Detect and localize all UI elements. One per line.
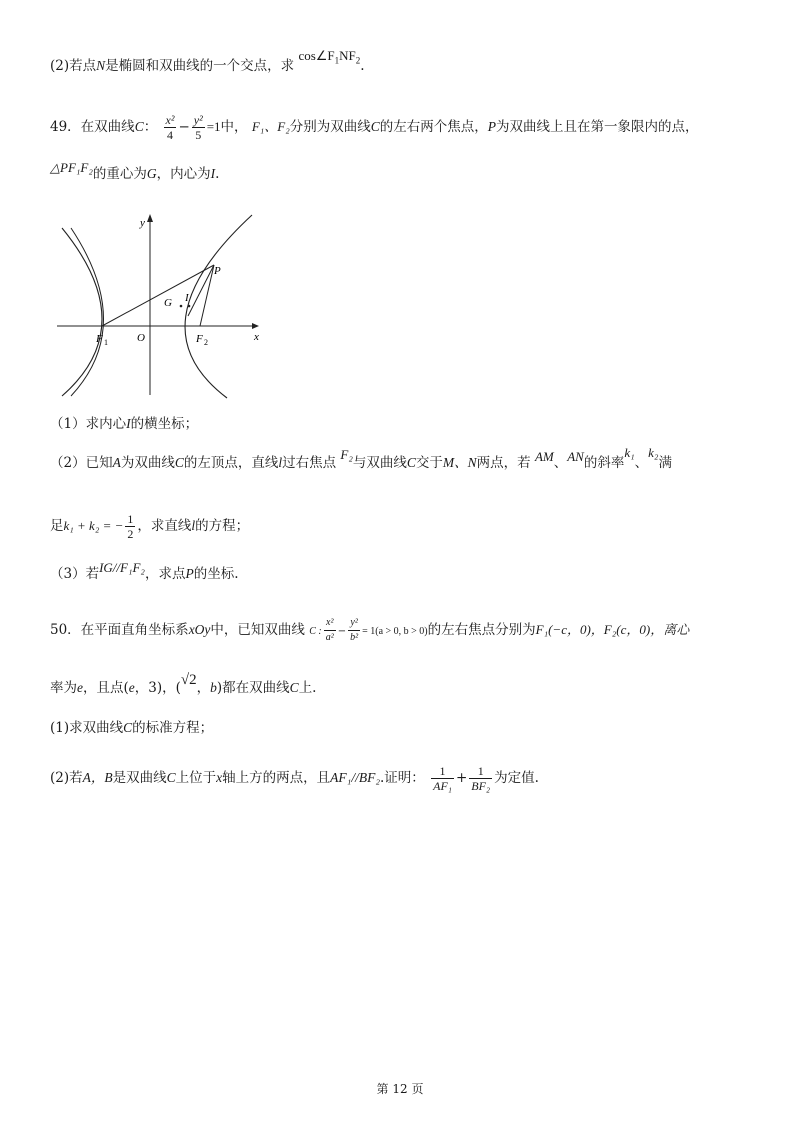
label-f1: F (96, 333, 103, 345)
label-p: P (214, 265, 221, 277)
k-sum: k₁ + k₂ = − (63, 518, 124, 533)
den: AF₁ (433, 779, 452, 793)
triangle: △PF₁F₂ (50, 160, 93, 175)
text: 分别为双曲线 (289, 119, 371, 135)
text: 的左右焦点分别为 (427, 622, 536, 638)
line-f1-p (102, 265, 214, 326)
text: 中，已知双曲线 (210, 622, 305, 638)
line-p-internal (188, 265, 214, 316)
text: 两点，若 (476, 455, 531, 471)
text: 、 (634, 455, 649, 471)
text: 为双曲线 (120, 455, 175, 471)
label-f2-sub: 2 (204, 338, 208, 347)
fraction-y2-5 (192, 113, 205, 142)
q50-stem-line1: 50．在平面直角坐标系xOy中，已知双曲线 C : $\frac{\text{x²}}{\text{a²}}$ − $\frac{\text{y²}}{\text{b²}}$ = 1(a > 0, b > 0)的左右焦点分别为F₁(−c，0)，F₂(c，0)，离心 (50, 617, 690, 643)
num: y² (193, 113, 203, 127)
q50-stem-line2 (50, 672, 317, 698)
rhs: =1 (206, 119, 221, 134)
left-branch (71, 228, 104, 396)
text: .证明： (380, 770, 425, 786)
cos-expression: $\cos\angle F_1NF_2$ (298, 48, 361, 66)
num: 1 (431, 764, 454, 779)
var-p: P (185, 566, 194, 581)
q49-number: 49．在双曲线 (50, 119, 135, 135)
text: (1)求双曲线 (50, 720, 124, 736)
text: 的横坐标； (130, 416, 199, 432)
var: C (174, 455, 184, 470)
text: 的重心为 (92, 166, 147, 182)
text: 满 (658, 455, 672, 471)
var: x (216, 770, 223, 785)
var-p: P (487, 119, 497, 134)
num: x² (324, 616, 336, 631)
k2: k₂ (648, 445, 659, 460)
right-branch-curve (185, 215, 252, 398)
num: y² (348, 616, 360, 631)
expr: cos∠F (298, 48, 335, 63)
text: （1）求内心 (50, 416, 127, 432)
var-i: I (126, 416, 131, 431)
foci: F₁、F₂ (251, 119, 290, 134)
var-g: G (146, 166, 157, 181)
q49-part1 (50, 414, 198, 434)
var: e (77, 680, 83, 695)
text: . (360, 58, 365, 74)
var: xOy (188, 622, 211, 637)
den: 4 (166, 128, 173, 142)
parallel: AF₁//BF₂ (330, 770, 381, 785)
am: AM (534, 449, 554, 464)
eq-pre: C : (309, 626, 322, 637)
text: 轴上方的两点，且 (222, 770, 331, 786)
text: 过右焦点 (282, 455, 337, 471)
var: C (166, 770, 176, 785)
expr2: NF (339, 48, 356, 63)
var: M、N (442, 455, 477, 470)
text: 上位于 (175, 770, 217, 786)
num: x² (165, 113, 175, 127)
num: 1 (469, 764, 492, 779)
fraction-y2-b2 (348, 616, 360, 645)
text: ，求点 (144, 566, 186, 582)
text: 的斜率 (583, 455, 625, 471)
fraction-1-af1 (431, 764, 454, 793)
num: 1 (127, 512, 134, 526)
curve-c: C (370, 119, 380, 134)
label-g: G (164, 297, 172, 309)
foci-coords: F₁(−c，0)，F₂(c，0)，离心 (535, 622, 690, 637)
label-x: x (254, 331, 259, 343)
text: ，求直线 (137, 518, 192, 534)
fraction-half (125, 512, 135, 541)
text: 是椭圆和双曲线的一个交点，求 (105, 58, 295, 74)
var: l (191, 518, 196, 533)
var: C (123, 720, 133, 735)
label-y: y (140, 217, 145, 229)
var: C (289, 680, 299, 695)
fraction-1-bf2 (469, 764, 492, 793)
den: BF₂ (471, 779, 491, 793)
text: (2)若 (50, 770, 83, 786)
var: A，B (82, 770, 113, 785)
text: 为定值. (494, 770, 539, 786)
text: 足 (50, 518, 64, 534)
text: 50．在平面直角坐标系 (50, 622, 189, 638)
ig-parallel: IG//F₁F₂ (99, 560, 145, 575)
label-f2: F (196, 333, 203, 345)
text: 率为 (50, 680, 77, 696)
f2: F₂ (340, 447, 353, 462)
plus: + (455, 770, 468, 786)
text: ，且点( (83, 680, 129, 696)
label-origin: O (137, 332, 145, 344)
k1: k₁ (624, 445, 635, 460)
text: 、 (553, 455, 568, 471)
point-g (180, 305, 183, 308)
den: a² (325, 632, 334, 643)
text: 的方程； (195, 518, 250, 534)
text: 中， (220, 119, 248, 135)
fraction-x2-4 (164, 113, 177, 142)
q50-part1 (50, 718, 213, 738)
text: (2)若点 (50, 58, 97, 74)
left-branch-curve (62, 228, 102, 396)
var: l (278, 455, 283, 470)
text: 为双曲线上且在第一象限内的点， (496, 119, 699, 135)
text: 是双曲线 (112, 770, 167, 786)
text: 的左顶点，直线 (183, 455, 279, 471)
page-footer: 第 12 页 (376, 1082, 424, 1096)
text: ， (196, 680, 211, 696)
var: C (406, 455, 416, 470)
hyperbola-figure (52, 210, 262, 400)
q49-part2-line1 (50, 445, 672, 473)
var: A (112, 455, 121, 470)
text: ，内心为 (156, 166, 211, 182)
sqrt2: √2 (180, 672, 197, 688)
text: 交于 (415, 455, 443, 471)
q49-stem-line2 (50, 160, 220, 184)
var-n: N (96, 58, 106, 73)
den: 5 (195, 128, 202, 142)
den: b² (350, 632, 359, 643)
text: )都在双曲线 (216, 680, 290, 696)
text: ： (143, 119, 158, 135)
curve-c: C (134, 119, 144, 134)
q49-stem-line1: 49．在双曲线C： $\frac{\text{x²}}{4}$ − $\frac{\text{y²}}{5}$ =1中， F₁、F₂分别为双曲线C的左右两个焦点，P为双曲线上且在第一象限内的点， (50, 113, 699, 142)
q49-part3 (50, 560, 239, 584)
text: ，3)，( (134, 680, 181, 696)
label-i: I (185, 292, 189, 304)
y-axis-arrow (147, 214, 153, 222)
point-i (188, 305, 191, 308)
x-axis-arrow (252, 323, 259, 329)
an: AN (567, 449, 584, 464)
text: . (215, 166, 220, 182)
text: 的坐标. (193, 566, 239, 582)
var-i: I (210, 166, 216, 181)
text: 与双曲线 (352, 455, 407, 471)
label-f1-sub: 1 (104, 338, 108, 347)
text: 的标准方程； (132, 720, 214, 736)
var: b (210, 680, 217, 695)
text: 的左右两个焦点， (379, 119, 488, 135)
q49-part2-line2 (50, 512, 249, 541)
eq-rhs: = 1(a > 0, b > 0) (362, 626, 428, 637)
var: e (128, 680, 135, 695)
text: （3）若 (50, 566, 100, 582)
text: 上. (298, 680, 317, 696)
den: 2 (127, 527, 134, 541)
q50-part2 (50, 764, 539, 793)
fraction-x2-a2 (324, 616, 336, 645)
text: （2）已知 (50, 455, 113, 471)
